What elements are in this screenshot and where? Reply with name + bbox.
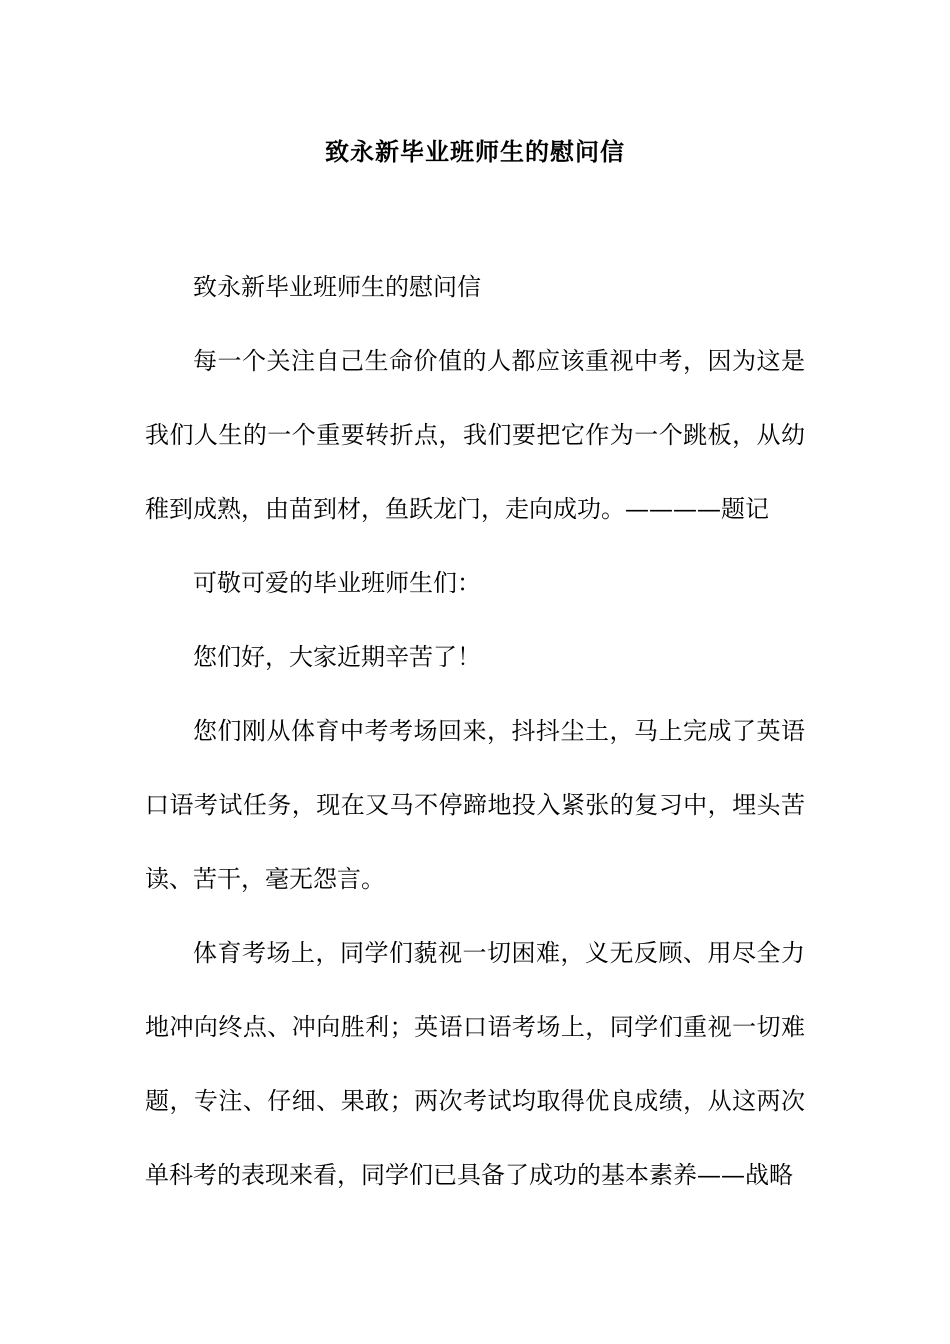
paragraph-subtitle: 致永新毕业班师生的慰问信 [193,273,481,301]
document-title: 致永新毕业班师生的慰问信 [325,138,625,166]
paragraph-body-2: 体育考场上，同学们藐视一切困难，义无反顾、用尽全力地冲向终点、冲向胜利；英语口语考场上，同学们重视一切难题，专注、仔细、果敢；两次考试均取得优良成绩，从这两次单科考的表现来看，同学们已具备了成功的基本素养——战略 [145,939,805,1189]
paragraph-greeting: 您们好，大家近期辛苦了！ [193,643,481,671]
paragraph-body-1: 您们刚从体育中考考场回来，抖抖尘土，马上完成了英语口语考试任务，现在又马不停蹄地投入紧张的复习中，埋头苦读、苦干，毫无怨言。 [145,717,805,893]
paragraph-epigraph: 每一个关注自己生命价值的人都应该重视中考，因为这是我们人生的一个重要转折点，我们要把它作为一个跳板，从幼稚到成熟，由苗到材，鱼跃龙门，走向成功。————题记 [145,347,805,523]
document-body [145,250,805,1212]
paragraph-salutation: 可敬可爱的毕业班师生们： [193,569,481,597]
